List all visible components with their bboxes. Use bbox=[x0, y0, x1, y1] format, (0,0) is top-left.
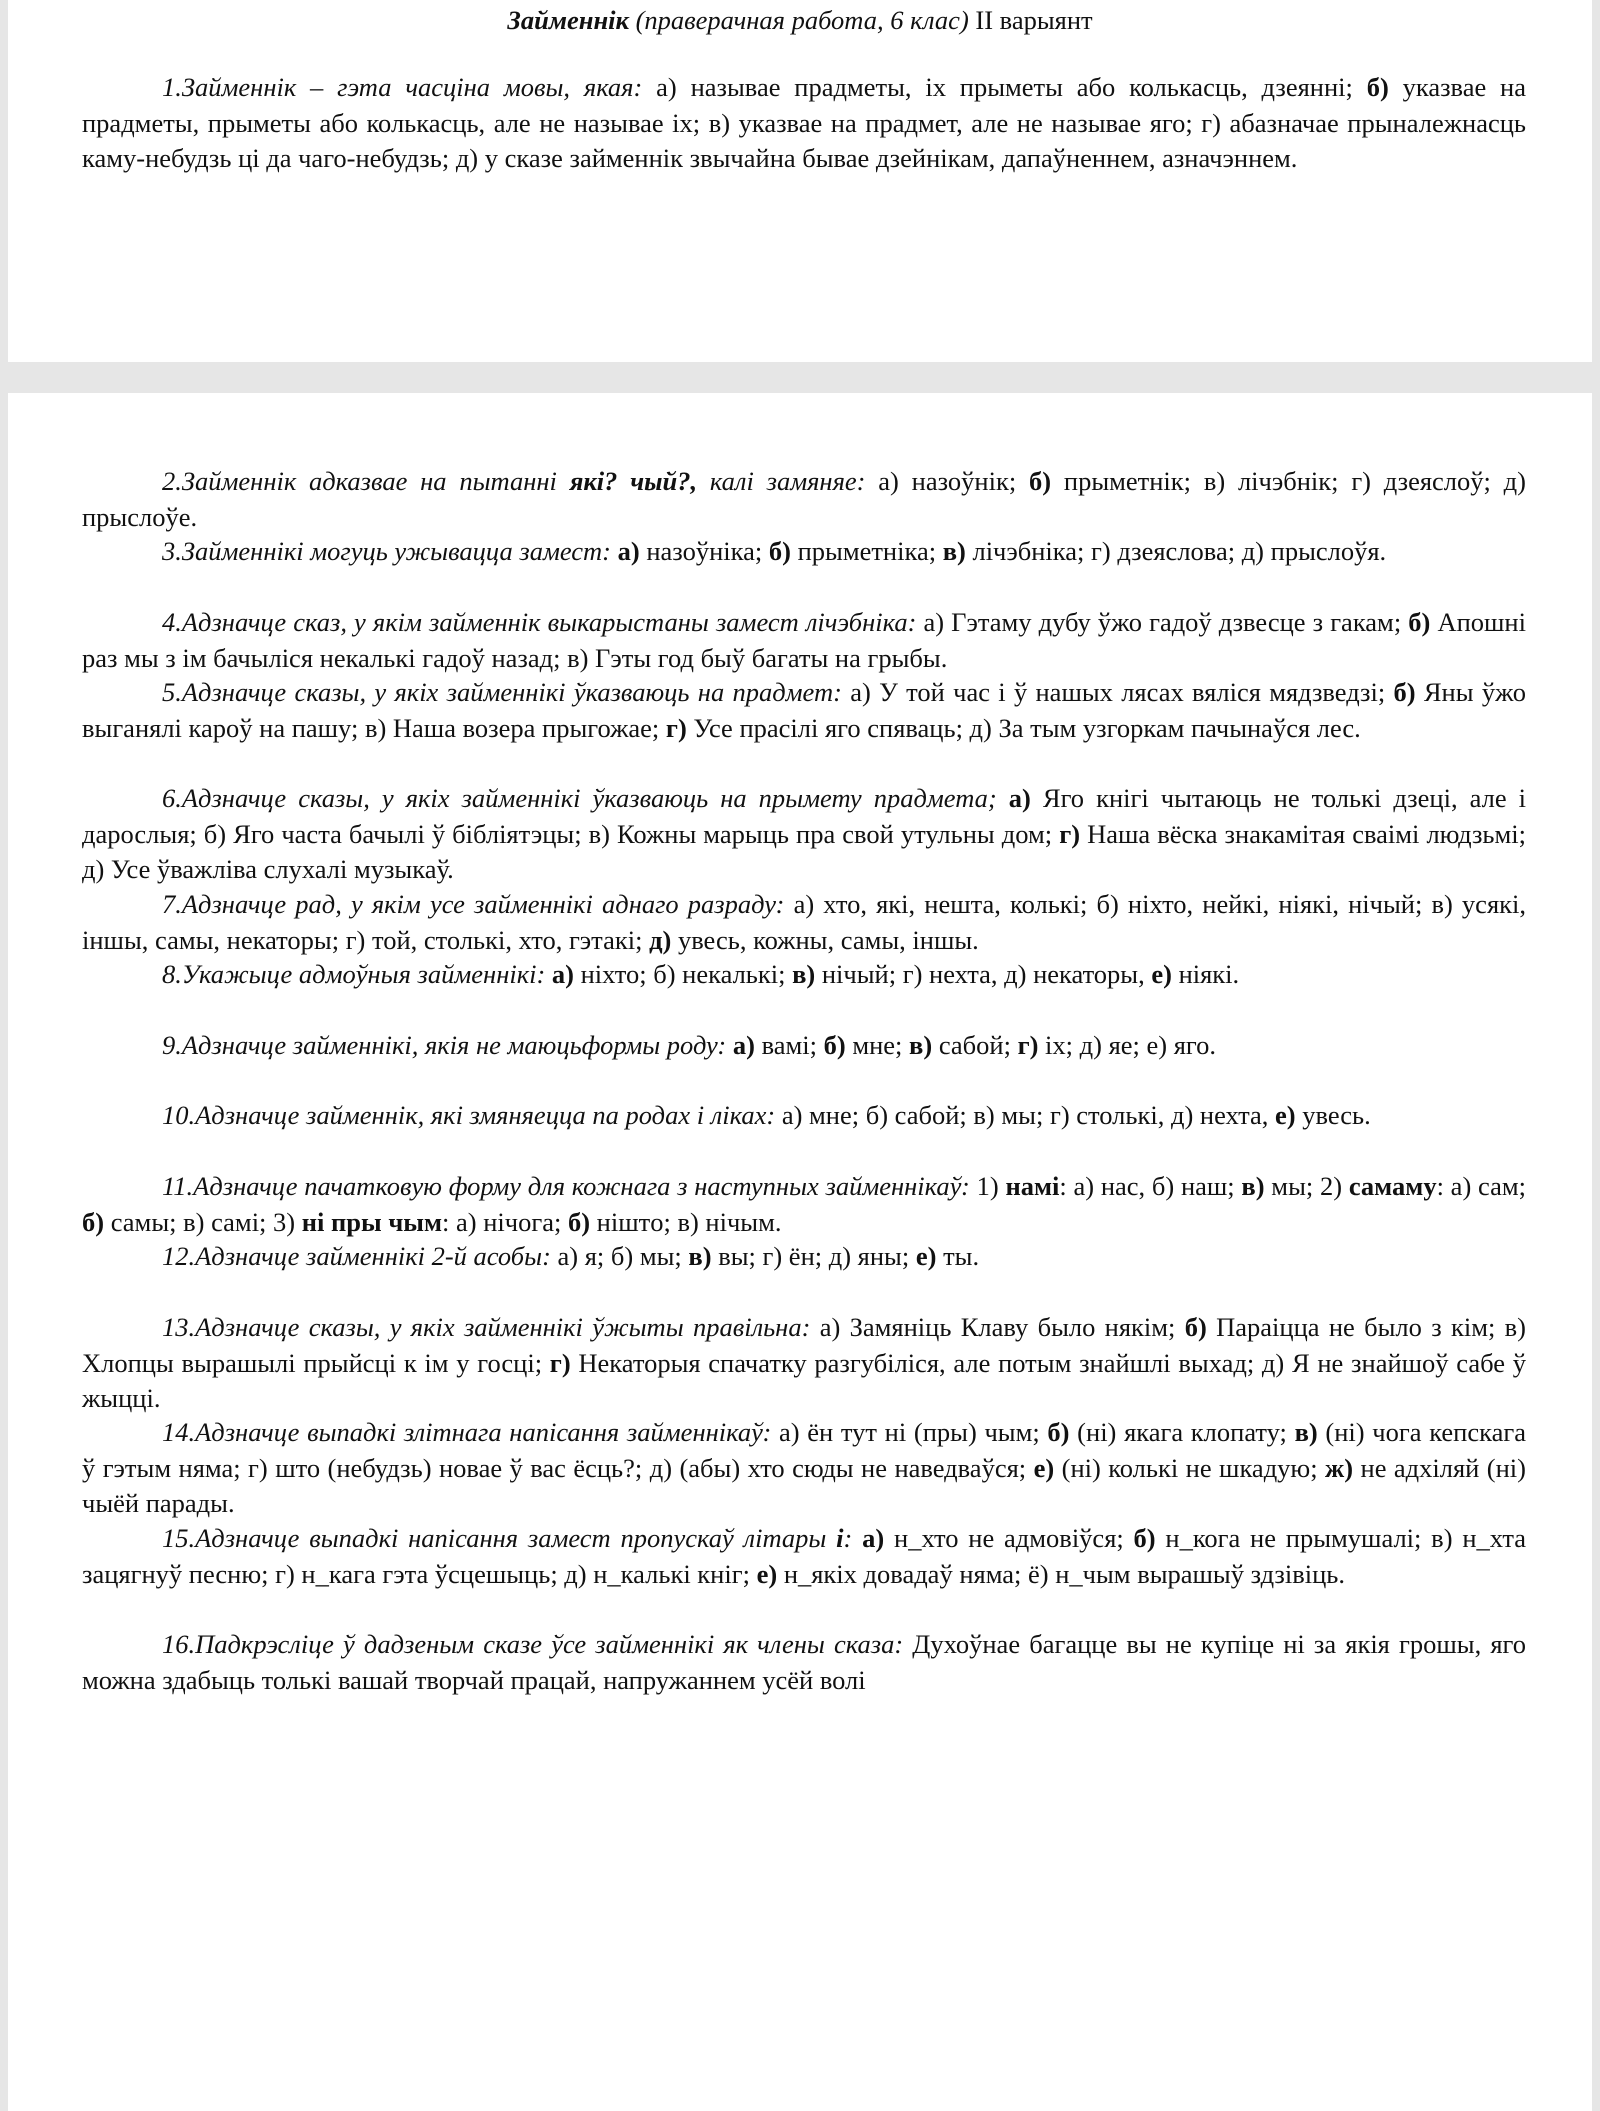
answer-text: а) У той час і ў нашых лясах вяліся мядзведзі; bbox=[841, 677, 1394, 707]
answer-text: прыметнік; в) лічэбнік; г) дзеяслоў; д) прыслоўе. bbox=[82, 466, 1526, 532]
answer-marker: в) bbox=[909, 1030, 933, 1060]
answer-text: а) Гэтаму дубу ўжо гадоў дзвесце з гакам; bbox=[916, 607, 1409, 637]
answer-marker: б) bbox=[1393, 677, 1416, 707]
answer-text: (ні) чога кепскага ў гэтым няма; г) што (небудзь) новае ў вас ёсць?; д) (абы) хто сюды не наведваўся; bbox=[82, 1417, 1526, 1483]
question-6 bbox=[82, 781, 1526, 888]
answer-text: : а) нас, б) наш; bbox=[1059, 1171, 1242, 1201]
answer-text: ніхто; б) некалькі; bbox=[574, 959, 793, 989]
answer-text bbox=[726, 1030, 733, 1060]
question-8 bbox=[82, 957, 1526, 993]
answer-marker: б) bbox=[768, 536, 791, 566]
answer-text: мы; 2) bbox=[1264, 1171, 1349, 1201]
question-prompt-text: 15.Адзначце выпадкі напісання замест пропускаў літары bbox=[162, 1523, 837, 1553]
answer-marker: б) bbox=[82, 1206, 105, 1237]
answer-marker: г) bbox=[1059, 818, 1081, 849]
answer-marker: в) bbox=[1294, 1417, 1318, 1447]
question-prompt-text: 14.Адзначце выпадкі злітнага напісання займеннікаў: bbox=[162, 1417, 772, 1447]
answer-text: прыметніка; bbox=[790, 536, 943, 566]
answer-text: а) называе прадметы, іх прыметы або колькасць, дзеянні; bbox=[642, 72, 1367, 102]
question-prompt-text: які? чый?, bbox=[569, 466, 698, 496]
answer-text: іх; д) яе; е) яго. bbox=[1038, 1030, 1217, 1060]
answer-marker: в) bbox=[942, 536, 966, 566]
answer-text: увесь, кожны, самы, іншы. bbox=[671, 924, 979, 955]
answer-text: ты. bbox=[936, 1241, 980, 1271]
answer-text: а) назоўнік; bbox=[865, 466, 1030, 496]
answer-marker: намі bbox=[1005, 1171, 1060, 1201]
answer-marker: ні пры чым bbox=[301, 1206, 443, 1237]
question-12 bbox=[82, 1239, 1526, 1275]
question-prompt-text: 13.Адзначце сказы, у якіх займеннікі ўжыты правільна: bbox=[162, 1312, 811, 1342]
answer-text: а) я; б) мы; bbox=[550, 1241, 689, 1271]
answer-marker: б) bbox=[1366, 72, 1389, 102]
answer-text: 1) bbox=[969, 1171, 1006, 1201]
question-15 bbox=[82, 1521, 1526, 1592]
answer-marker: а) bbox=[1008, 783, 1031, 813]
answer-marker: г) bbox=[665, 712, 687, 743]
answer-text: а) ён тут ні (пры) чым; bbox=[771, 1417, 1048, 1447]
answer-text: (ні) колькі не шкадую; bbox=[1054, 1452, 1326, 1483]
question-prompt-text: 11.Адзначце пачатковую форму для кожнага з наступных займеннікаў: bbox=[162, 1171, 970, 1201]
answer-text: н_хто не адмовіўся; bbox=[884, 1523, 1134, 1553]
answer-marker: е) bbox=[756, 1558, 778, 1589]
question-5 bbox=[82, 675, 1526, 746]
title-variant: II варыянт bbox=[975, 5, 1093, 35]
answer-marker: е) bbox=[1033, 1452, 1055, 1483]
answer-text: (ні) якага клопату; bbox=[1069, 1417, 1295, 1447]
answer-text: Духоўнае багацце вы не купіце ні за якія грошы, яго можна здабыць толькі вашай творчай працай, напружаннем усёй волі bbox=[82, 1629, 1526, 1695]
answer-marker: в) bbox=[688, 1241, 712, 1271]
answer-marker: е) bbox=[915, 1241, 937, 1271]
answer-text: : а) сам; bbox=[1436, 1171, 1526, 1201]
answer-text: : а) нічога; bbox=[442, 1206, 568, 1237]
answer-text: указвае на прадметы, прыметы або колькасць, але не называе іх; в) указвае на прадмет, але не называе яго; г) абазначае прыналежнасць каму-небудзь ці да чаго-небудзь; д) у сказе займеннік звычайна бывае дзейнікам, дапаўненнем, азначэннем. bbox=[82, 72, 1527, 173]
question-prompt-text: калі замяняе: bbox=[697, 466, 866, 496]
question-prompt-text: 1.Займеннік – гэта часціна мовы, якая: bbox=[162, 72, 643, 102]
question-prompt-text: 3.Займеннікі могуць ужывацца замест: bbox=[162, 536, 612, 566]
question-3 bbox=[82, 534, 1526, 570]
question-7 bbox=[82, 887, 1526, 958]
answer-text: увесь. bbox=[1295, 1100, 1371, 1130]
answer-text: а) мне; б) сабой; в) мы; г) столькі, д) нехта, bbox=[775, 1100, 1275, 1130]
answer-text: Усе прасілі яго спяваць; д) За тым узгоркам пачынаўся лес. bbox=[686, 712, 1361, 743]
answer-text: н_якіх довадаў няма; ё) н_чым вырашыў здзівіць. bbox=[777, 1558, 1346, 1589]
page-title bbox=[8, 4, 1592, 36]
answer-marker: д) bbox=[649, 924, 672, 955]
question-prompt-text: : bbox=[843, 1523, 853, 1553]
answer-text bbox=[611, 536, 618, 566]
question-prompt-text: 5.Адзначце сказы, у якіх займеннікі ўказваюць на прадмет: bbox=[162, 677, 842, 707]
question-13 bbox=[82, 1310, 1526, 1417]
question-4 bbox=[82, 605, 1526, 676]
question-10 bbox=[82, 1098, 1526, 1134]
answer-text: Апошні раз мы з ім бачыліся некалькі гадоў назад; в) Гэты год быў багаты на грыбы. bbox=[82, 607, 1526, 673]
answer-text: не адхіляй (ні) чыёй парады. bbox=[82, 1452, 1526, 1518]
document-page-2 bbox=[8, 393, 1592, 2111]
question-prompt-text: 4.Адзначце сказ, у якім займеннік выкарыстаны замест лічэбніка: bbox=[162, 607, 917, 637]
answer-marker: г) bbox=[549, 1347, 571, 1378]
question-prompt-text: 16.Падкрэсліце ў дадзеным сказе ўсе займеннікі як члены сказа: bbox=[162, 1629, 904, 1659]
question-9 bbox=[82, 1028, 1526, 1064]
answer-marker: б) bbox=[1184, 1312, 1207, 1342]
answer-marker: а) bbox=[617, 536, 640, 566]
question-prompt-text: 6.Адзначце сказы, у якіх займеннікі ўказваюць на прымету прадмета; bbox=[162, 783, 997, 813]
answer-marker: б) bbox=[1133, 1523, 1156, 1553]
question-14 bbox=[82, 1415, 1526, 1522]
answer-marker: в) bbox=[1241, 1171, 1265, 1201]
answer-marker: б) bbox=[567, 1206, 591, 1237]
answer-marker: б) bbox=[1029, 466, 1052, 496]
answer-text: а) Замяніць Клаву было някім; bbox=[810, 1312, 1185, 1342]
answer-text: н_кога не прымушалі; в) н_хта зацягнуў песню; г) н_кага гэта ўсцешыць; д) н_калькі кніг; bbox=[82, 1523, 1527, 1589]
question-prompt-text: 2.Займеннік адказвае на пытанні bbox=[162, 466, 570, 496]
answer-text: назоўніка; bbox=[639, 536, 769, 566]
answer-text: Параіцца не было з кім; в) Хлопцы вырашылі прыйсці к ім у госці; bbox=[82, 1312, 1526, 1378]
answer-marker: б) bbox=[1408, 607, 1431, 637]
answer-marker: б) bbox=[1047, 1417, 1070, 1447]
answer-marker: а) bbox=[551, 959, 574, 989]
answer-marker: а) bbox=[862, 1523, 885, 1553]
answer-text: Некаторыя спачатку разгубіліся, але потым знайшлі выхад; д) Я не знайшоў сабе ў жыцці. bbox=[82, 1347, 1527, 1413]
answer-marker: самаму bbox=[1348, 1171, 1437, 1201]
document-page-1 bbox=[8, 0, 1592, 362]
question-1 bbox=[82, 70, 1526, 177]
answer-text: сабой; bbox=[932, 1030, 1018, 1060]
question-16 bbox=[82, 1627, 1526, 1698]
question-2 bbox=[82, 464, 1526, 535]
answer-marker: а) bbox=[732, 1030, 755, 1060]
question-prompt-text: 12.Адзначце займеннікі 2-й асобы: bbox=[162, 1241, 551, 1271]
answer-text: нічый; г) нехта, д) некаторы, bbox=[815, 959, 1152, 989]
question-11 bbox=[82, 1169, 1526, 1240]
title-subtitle: (праверачная работа, 6 клас) bbox=[628, 5, 976, 35]
answer-text: мне; bbox=[845, 1030, 910, 1060]
answer-marker: е) bbox=[1275, 1100, 1296, 1130]
question-prompt-text: 8.Укажыце адмоўныя займеннікі: bbox=[162, 959, 546, 989]
answer-marker: б) bbox=[823, 1030, 846, 1060]
answer-text: ніякі. bbox=[1171, 959, 1240, 989]
title-main: Займеннік bbox=[507, 5, 629, 35]
answer-text: ніштo; в) нічым. bbox=[590, 1206, 782, 1237]
answer-text bbox=[852, 1523, 862, 1553]
answer-marker: ж) bbox=[1325, 1452, 1354, 1483]
answer-text bbox=[545, 959, 552, 989]
answer-text: а) хто, які, нешта, колькі; б) ніхто, нейкі, ніякі, нічый; в) усякі, іншы, самы, некаторы; г) той, столькі, хто, гэтакі; bbox=[82, 889, 1526, 955]
answer-marker: е) bbox=[1151, 959, 1172, 989]
question-prompt-text: 10.Адзначце займеннік, які змяняецца па родах і ліках: bbox=[162, 1100, 776, 1130]
answer-text: Яны ўжо выганялі кароў на пашу; в) Наша возера прыгожае; bbox=[82, 677, 1526, 743]
answer-text: Яго кнігі чытаюць не толькі дзеці, але і дарослыя; б) Яго часта бачылі ў бібліятэцы; в) Кожны марыць пра свой утульны дом; bbox=[82, 783, 1527, 849]
answer-text: вамі; bbox=[754, 1030, 824, 1060]
answer-text: лічэбніка; г) дзеяслова; д) прыслоўя. bbox=[965, 536, 1387, 566]
question-prompt-text: 7.Адзначце рад, у якім усе займеннікі аднаго разраду: bbox=[162, 889, 785, 919]
question-prompt-text: і bbox=[836, 1523, 844, 1553]
answer-marker: в) bbox=[792, 959, 816, 989]
answer-marker: г) bbox=[1017, 1030, 1039, 1060]
question-prompt-text: 9.Адзначце займеннікі, якія не маюцьформы роду: bbox=[162, 1030, 727, 1060]
answer-text bbox=[997, 783, 1009, 813]
answer-text: Наша вёска знакамітая сваімі людзьмі; д) Усе ўважліва слухалі музыкаў. bbox=[82, 818, 1526, 884]
answer-text: самы; в) самі; 3) bbox=[104, 1206, 302, 1237]
answer-text: вы; г) ён; д) яны; bbox=[711, 1241, 916, 1271]
